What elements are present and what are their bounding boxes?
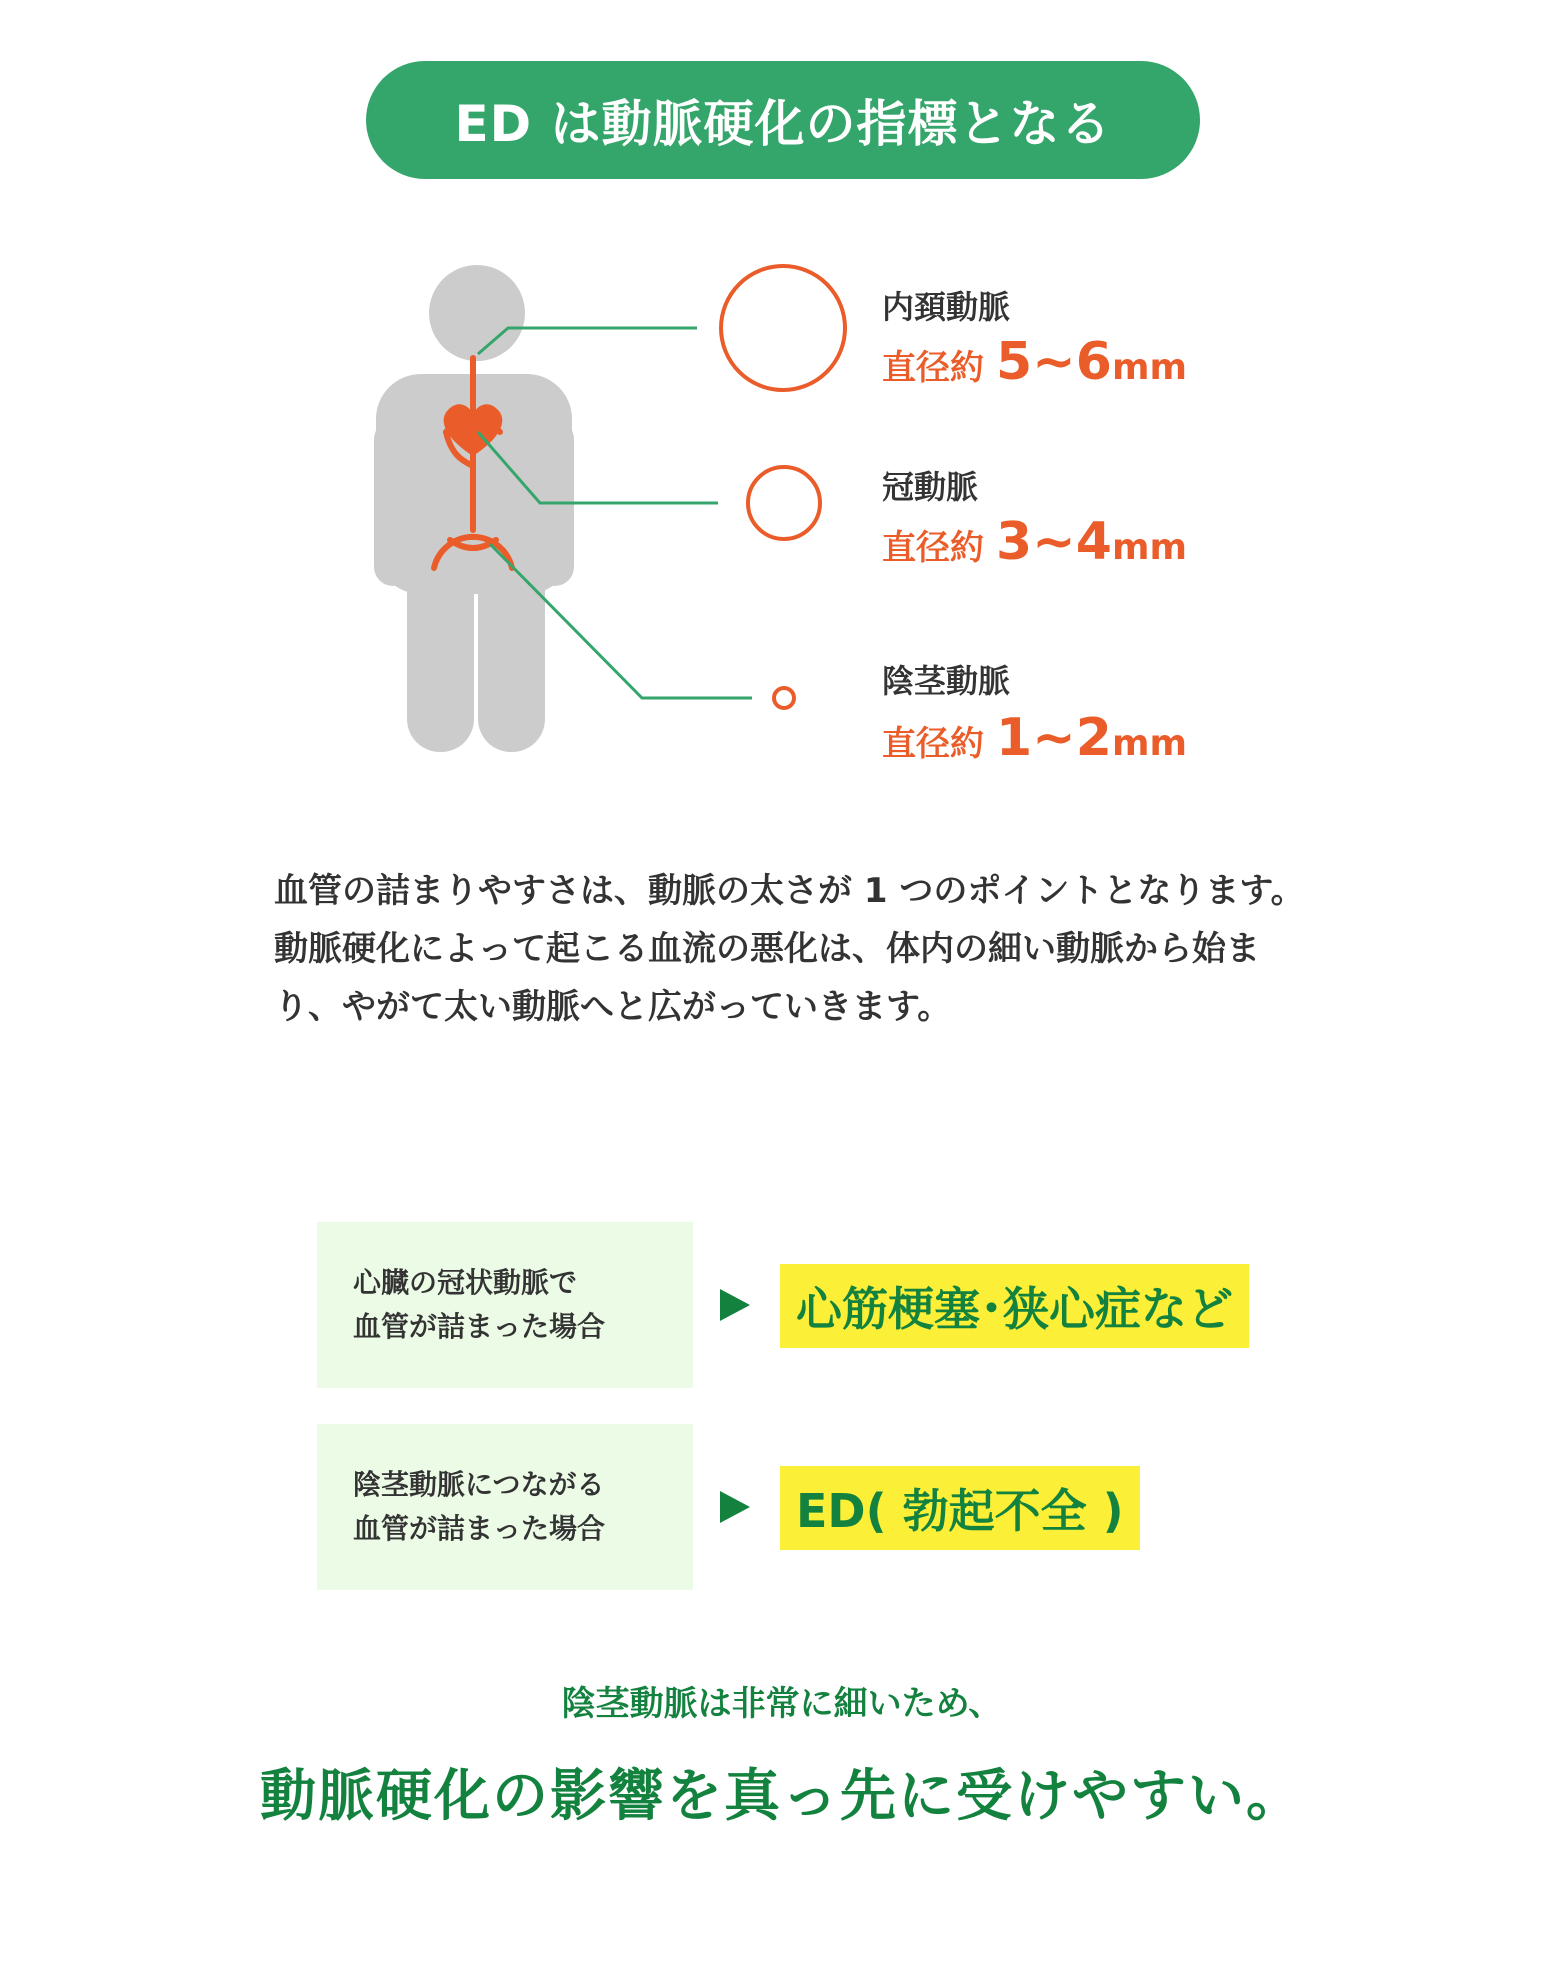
cause-text-line-2: 血管が詰まった場合	[353, 1310, 606, 1343]
artery-diameter-penile	[882, 708, 1187, 768]
artery-diameter-internal-carotid	[882, 332, 1187, 392]
artery-name-internal-carotid: 内頚動脈	[882, 288, 1011, 326]
artery-name-penile: 陰茎動脈	[882, 662, 1011, 700]
effect-box-coronary: 心筋梗塞･狭心症など	[780, 1264, 1249, 1348]
conclusion-main: 動脈硬化の影響を真っ先に受けやすい。	[260, 1764, 1304, 1829]
artery-name-coronary: 冠動脈	[882, 468, 979, 506]
diameter-prefix: 直径約	[882, 724, 984, 764]
cause-text-line-1: 陰茎動脈につながる	[353, 1468, 605, 1501]
cause-box-penile	[317, 1424, 693, 1590]
diameter-range: 5~6	[996, 332, 1112, 392]
penile-circle	[774, 688, 794, 708]
arrow-right-icon	[720, 1491, 750, 1523]
diameter-range: 1~2	[996, 708, 1112, 768]
explanation-paragraph-2: 動脈硬化によって起こる血流の悪化は、体内の細い動脈から始まり、やがて太い動脈へと広がっていきます。	[274, 929, 1260, 1027]
page-title: ED は動脈硬化の指標となる	[366, 61, 1200, 179]
diameter-circles	[721, 266, 845, 708]
diameter-unit: mm	[1111, 723, 1187, 764]
cause-box-coronary	[317, 1222, 693, 1388]
diameter-range: 3~4	[996, 512, 1112, 572]
arrow-right-icon	[720, 1289, 750, 1321]
diameter-prefix: 直径約	[882, 348, 984, 388]
diameter-unit: mm	[1111, 527, 1187, 568]
artery-diameter-coronary	[882, 512, 1187, 572]
coronary-circle	[748, 467, 820, 539]
diameter-prefix: 直径約	[882, 528, 984, 568]
explanation-paragraph-1: 血管の詰まりやすさは、動脈の太さが 1 つのポイントとなります。	[274, 871, 1305, 911]
conclusion-lead: 陰茎動脈は非常に細いため、	[561, 1684, 1003, 1724]
diameter-unit: mm	[1111, 347, 1187, 388]
cause-text-line-2: 血管が詰まった場合	[353, 1512, 606, 1545]
cause-text-line-1: 心臓の冠状動脈で	[353, 1266, 578, 1299]
explanation-text	[274, 862, 1314, 1036]
effect-box-penile: ED( 勃起不全 )	[780, 1466, 1140, 1550]
artery-diagram-graphic	[0, 0, 1564, 780]
artery-diagram	[0, 0, 1564, 780]
internal-carotid-circle	[721, 266, 845, 390]
